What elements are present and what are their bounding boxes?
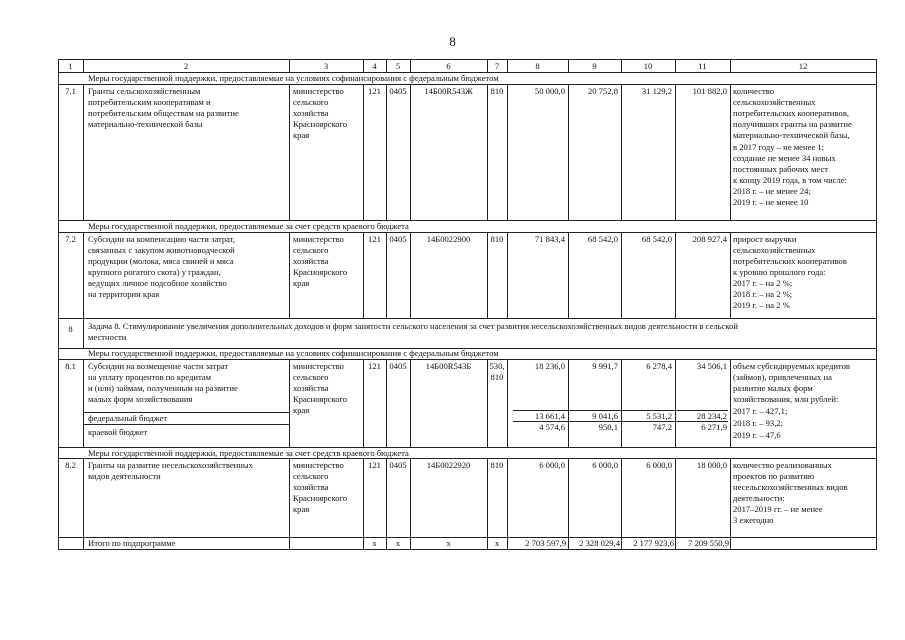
- column-separator-4-4: [386, 359, 387, 448]
- column-separator-9-5: [621, 458, 622, 550]
- row-8-1-rzpr: 0405: [389, 361, 407, 371]
- column-separator-9-1: [621, 59, 622, 73]
- row-8-2-number: 8.2: [65, 460, 76, 470]
- column-separator-5-4: [410, 359, 411, 448]
- task-8-title-line-1: Задача 8. Стимулирование увеличения дополнительных доходов и форм занятости сельского населения за счет развития несельскохозяйственных видов деятельности в сельской: [88, 321, 738, 331]
- column-separator-5-1: [410, 59, 411, 73]
- column-separator-10-1: [675, 59, 676, 73]
- column-separator-11-5: [730, 458, 731, 550]
- row-7-1-result-1: количество: [733, 86, 775, 96]
- row-7-2-year-2: 68 542,0: [587, 234, 618, 244]
- row-8-1-vr-2: 810: [490, 372, 504, 382]
- row-7-2-year-3: 68 542,0: [641, 234, 672, 244]
- column-separator-1-1: [83, 59, 84, 73]
- row-7-1-number: 7.1: [65, 86, 76, 96]
- subprogram-total-grbs: х: [372, 538, 377, 548]
- row-7-1-agency-2: сельского: [293, 97, 329, 107]
- row-8-1-regional-label: краевой бюджет: [88, 427, 148, 437]
- row-s3-bottom: [58, 359, 877, 360]
- column-separator-3-1: [363, 59, 364, 73]
- row-8-2-name-1: Гранты на развитие несельскохозяйственных: [88, 460, 253, 470]
- row-7-1-agency-5: края: [293, 130, 310, 140]
- column-separator-5-2: [410, 84, 411, 221]
- row-8-1-agency-5: края: [293, 405, 310, 415]
- row-7-2-agency-3: хозяйства: [293, 256, 329, 266]
- column-separator-9-2: [621, 84, 622, 221]
- row-8-1-grbs: 121: [368, 361, 381, 371]
- row-7-2-vr: 810: [490, 234, 504, 244]
- row-7-2-rzpr: 0405: [389, 234, 407, 244]
- subprogram-total-label: Итого по подпрограмме: [88, 538, 176, 548]
- row-8-2-total: 18 000,0: [696, 460, 727, 470]
- row-8-1-regional-year-1: 4 574,6: [539, 422, 565, 432]
- row-7-1-result-3: потребительских кооперативов,: [733, 108, 850, 118]
- row-8-1-year-2: 9 991,7: [592, 361, 618, 371]
- row-7-2-year-1: 71 843,4: [534, 234, 565, 244]
- row-7-1-result-5: материально-технической базы,: [733, 130, 850, 140]
- row-7-1-result-4: получивших гранты на развитие: [733, 119, 852, 129]
- row-8-2-year-3: 6 000,0: [646, 460, 672, 470]
- row-8-1-result-1: объем субсидируемых кредитов: [733, 361, 850, 371]
- row-7-2-result-5: 2017 г. – на 2 %;: [733, 278, 793, 288]
- column-separator-1-2: [83, 84, 84, 221]
- row-7-2-name-4: крупного рогатого скота) у граждан,: [88, 267, 221, 277]
- col-num-1: 1: [68, 61, 73, 71]
- column-separator-4-2: [386, 84, 387, 221]
- row-8-2-grbs: 121: [368, 460, 381, 470]
- col-num-11: 11: [698, 61, 707, 71]
- column-separator-6-2: [487, 84, 488, 221]
- col-num-5: 5: [395, 61, 401, 71]
- row-8-2-vr: 810: [490, 460, 504, 470]
- row-8-1-result-7: 2019 г. – 47,6: [733, 430, 781, 440]
- row-7-2-name-5: ведущих личное подсобное хозяйство: [88, 278, 227, 288]
- row-8-1-federal-label: федеральный бюджет: [88, 413, 168, 423]
- row-8-2-result-3: несельскохозяйственных видов: [733, 482, 848, 492]
- column-separator-2-4: [289, 359, 290, 448]
- row-7-1-result-11: 2019 г. – не менее 10: [733, 197, 809, 207]
- row-7-1-result-7: создание не менее 34 новых: [733, 153, 836, 163]
- table-border-left: [58, 59, 59, 550]
- subprogram-total-total: 7 209 550,9: [688, 538, 729, 548]
- row-8-1-number: 8.1: [65, 361, 76, 371]
- row-8-1-name-2: на уплату процентов по кредитам: [88, 372, 212, 382]
- row-8-1-vr-1: 530,: [489, 361, 505, 371]
- row-7-2-result-2: сельскохозяйственных: [733, 245, 816, 255]
- column-separator-4-5: [386, 458, 387, 550]
- row-7-1-agency-1: министерство: [293, 86, 344, 96]
- row-72-bottom: [58, 318, 877, 319]
- table-border-bottom: [58, 549, 877, 550]
- row-8-1-total: 34 506,1: [696, 361, 727, 371]
- col-num-2: 2: [183, 61, 189, 71]
- row-7-2-name-3: продукции (молока, мяса свиней и мяса: [88, 256, 234, 266]
- row-7-1-result-10: 2018 г. – не менее 24;: [733, 186, 811, 196]
- col-num-12: 12: [798, 61, 808, 71]
- row-8-1-name-4: малых форм хозяйствования: [88, 394, 193, 404]
- row-7-1-rzpr: 0405: [389, 86, 407, 96]
- row-8-2-result-5: 2017–2019 гг. – не менее: [733, 504, 823, 514]
- column-separator-7-4: [507, 359, 508, 448]
- column-separator-11-2: [730, 84, 731, 221]
- column-separator-11-3: [730, 232, 731, 319]
- row-7-2-result-7: 2019 г. – на 2 %: [733, 300, 790, 310]
- row-8-1-result-4: хозяйствования, млн рублей:: [733, 394, 839, 404]
- row-7-1-name-3: потребительским обществам на развитие: [88, 108, 239, 118]
- row-8-2-csr: 14Б0022920: [426, 460, 471, 470]
- column-separator-3-5: [363, 458, 364, 550]
- subprogram-total-year-3: 2 177 923,6: [633, 538, 674, 548]
- subprogram-total-year-1: 2 703 597,9: [525, 538, 566, 548]
- column-separator-6-5: [487, 458, 488, 550]
- row-7-2-result-1: прирост выручки: [733, 234, 797, 244]
- row-8-1-csr: 14Б00R543Б: [425, 361, 472, 371]
- row-8-1-federal-year-3: 5 531,2: [646, 411, 672, 421]
- column-separator-7-3: [507, 232, 508, 319]
- column-separator-8-1: [568, 59, 569, 73]
- section-header-federal-cofinancing: Меры государственной поддержки, предоставляемые на условиях софинансирования с федеральным бюджетом: [88, 73, 499, 83]
- row-7-2-result-4: к уровню прошлого года:: [733, 267, 826, 277]
- row-8-1-name-1: Субсидии на возмещение части затрат: [88, 361, 229, 371]
- row-s2-bottom: [58, 232, 877, 233]
- table-border-right: [876, 59, 877, 550]
- column-separator-5-5: [410, 458, 411, 550]
- row-8-1-year-1: 18 236,0: [534, 361, 565, 371]
- col-num-4: 4: [372, 61, 377, 71]
- row-7-2-agency-5: края: [293, 278, 310, 288]
- row-8-2-agency-2: сельского: [293, 471, 329, 481]
- column-separator-9-4: [621, 359, 622, 448]
- row-7-1-result-8: постоянных рабочих мест: [733, 164, 829, 174]
- column-separator-2-1: [289, 59, 290, 73]
- row-7-1-year-1: 50 000,0: [534, 86, 565, 96]
- row-8-2-agency-3: хозяйства: [293, 482, 329, 492]
- column-separator-9-3: [621, 232, 622, 319]
- row-7-2-total: 208 927,4: [692, 234, 727, 244]
- row-8-1-result-6: 2018 г. – 93,2;: [733, 418, 784, 428]
- column-separator-10-2: [675, 84, 676, 221]
- section-header-federal-cofinancing-2: Меры государственной поддержки, предоставляемые на условиях софинансирования с федеральным бюджетом: [88, 348, 499, 358]
- row-7-1-vr: 810: [490, 86, 504, 96]
- row-8-2-year-1: 6 000,0: [539, 460, 565, 470]
- column-separator-3-3: [363, 232, 364, 319]
- row-8-1-agency-2: сельского: [293, 372, 329, 382]
- row-7-1-year-2: 20 752,8: [587, 86, 618, 96]
- column-separator-6-4: [487, 359, 488, 448]
- row-8-2-result-4: деятельности:: [733, 493, 785, 503]
- col-num-3: 3: [323, 61, 329, 71]
- row-7-2-agency-1: министерство: [293, 234, 344, 244]
- row-8-2-result-2: проектов по развитию: [733, 471, 815, 481]
- budget-table: [58, 59, 877, 549]
- row-7-1-name-1: Гранты сельскохозяйственным: [88, 86, 201, 96]
- row-7-1-total: 101 882,0: [692, 86, 727, 96]
- row-8-1-regional-total: 6 271,9: [701, 422, 727, 432]
- column-separator-3-4: [363, 359, 364, 448]
- col-num-7: 7: [494, 61, 500, 71]
- col-num-10: 10: [643, 61, 653, 71]
- row-7-1-csr: 14Б00R543Ж: [424, 86, 473, 96]
- column-separator-1-4: [83, 359, 84, 448]
- task-8-title-line-2: местности: [88, 332, 127, 342]
- subprogram-total-csr: х: [446, 538, 451, 548]
- row-8-1-federal-total: 28 234,2: [696, 411, 727, 421]
- column-separator-3-2: [363, 84, 364, 221]
- row-7-1-result-6: в 2017 году – не менее 1;: [733, 142, 825, 152]
- column-separator-5-3: [410, 232, 411, 319]
- row-8-1-name-3: и (или) займам, полученным на развитие: [88, 383, 238, 393]
- task-8-number-separator: [83, 319, 84, 348]
- column-separator-2-2: [289, 84, 290, 221]
- row-8-2-year-2: 6 000,0: [592, 460, 618, 470]
- column-separator-2-5: [289, 458, 290, 550]
- row-8-2-agency-4: Красноярского: [293, 493, 348, 503]
- subprogram-total-vr: х: [494, 538, 500, 548]
- row-7-1-agency-3: хозяйства: [293, 108, 329, 118]
- row-8-2-result-1: количество реализованных: [733, 460, 832, 470]
- row-7-2-csr: 14Б0022900: [426, 234, 471, 244]
- row-8-1-regional-year-3: 747,2: [652, 422, 672, 432]
- row-7-1-result-2: сельскохозяйственных: [733, 97, 816, 107]
- column-separator-7-5: [507, 458, 508, 550]
- column-separator-1-3: [83, 232, 84, 319]
- column-separator-10-5: [675, 458, 676, 550]
- col-num-9: 9: [592, 61, 597, 71]
- row-7-2-name-2: связанных с закупом животноводческой: [88, 245, 235, 255]
- col-num-8: 8: [535, 61, 540, 71]
- row-7-1-year-3: 31 129,2: [641, 86, 672, 96]
- column-separator-11-4: [730, 359, 731, 448]
- row-7-1-result-9: к концу 2019 года, в том числе:: [733, 175, 847, 185]
- row-8-1-result-3: развитие малых форм: [733, 383, 813, 393]
- row-8-1-federal-year-1: 13 661,4: [534, 411, 565, 421]
- column-separator-4-3: [386, 232, 387, 319]
- column-separator-4-1: [386, 59, 387, 73]
- row-7-2-agency-2: сельского: [293, 245, 329, 255]
- subprogram-total-year-2: 2 328 029,4: [579, 538, 620, 548]
- task-8-number: 8: [68, 324, 73, 334]
- row-7-1-name-2: потребительским кооперативам и: [88, 97, 211, 107]
- column-separator-2-3: [289, 232, 290, 319]
- row-8-2-agency-1: министерство: [293, 460, 344, 470]
- row-8-2-name-2: видов деятельности: [88, 471, 161, 481]
- row-7-1-grbs: 121: [368, 86, 381, 96]
- col-num-6: 6: [446, 61, 451, 71]
- column-separator-1-5: [83, 458, 84, 550]
- row-7-2-name-6: на территории края: [88, 289, 160, 299]
- row-8-1-agency-4: Красноярского: [293, 394, 348, 404]
- row-8-2-result-6: 3 ежегодно: [733, 515, 774, 525]
- row-8-1-year-3: 6 278,4: [646, 361, 672, 371]
- column-separator-8-2: [568, 84, 569, 221]
- row-7-2-result-6: 2018 г. – на 2 %;: [733, 289, 793, 299]
- row-8-1-federal-year-2: 9 041,6: [592, 411, 618, 421]
- row-7-1-name-4: материально-технической базы: [88, 119, 203, 129]
- row-7-2-grbs: 121: [368, 234, 381, 244]
- column-separator-7-1: [507, 59, 508, 73]
- row-s1-bottom: [58, 84, 877, 85]
- column-separator-7-2: [507, 84, 508, 221]
- row-81-regional-line: [83, 424, 289, 425]
- row-8-1-agency-3: хозяйства: [293, 383, 329, 393]
- row-7-2-result-3: потребительских кооперативов: [733, 256, 847, 266]
- column-separator-11-1: [730, 59, 731, 73]
- table-border-top: [58, 59, 877, 60]
- column-separator-10-4: [675, 359, 676, 448]
- row-8-2-rzpr: 0405: [389, 460, 407, 470]
- row-8-2-agency-5: края: [293, 504, 310, 514]
- column-separator-6-3: [487, 232, 488, 319]
- column-separator-8-3: [568, 232, 569, 319]
- row-8-1-result-2: (займов), привлеченных на: [733, 372, 832, 382]
- page-number: 8: [449, 34, 456, 49]
- row-7-2-agency-4: Красноярского: [293, 267, 348, 277]
- section-header-regional-2: Меры государственной поддержки, предоставляемые за счет средств краевого бюджета: [88, 448, 409, 458]
- row-7-1-agency-4: Красноярского: [293, 119, 348, 129]
- row-7-2-name-1: Субсидии на компенсацию части затрат,: [88, 234, 236, 244]
- row-7-2-number: 7.2: [65, 234, 76, 244]
- row-8-1-result-5: 2017 г. – 427,1;: [733, 406, 788, 416]
- row-8-1-regional-year-2: 950,1: [598, 422, 618, 432]
- column-separator-8-4: [568, 359, 569, 448]
- column-separator-8-5: [568, 458, 569, 550]
- column-separator-10-3: [675, 232, 676, 319]
- section-header-regional: Меры государственной поддержки, предоставляемые за счет средств краевого бюджета: [88, 221, 409, 231]
- subprogram-total-rzpr: х: [395, 538, 401, 548]
- row-8-1-agency-1: министерство: [293, 361, 344, 371]
- column-separator-6-1: [487, 59, 488, 73]
